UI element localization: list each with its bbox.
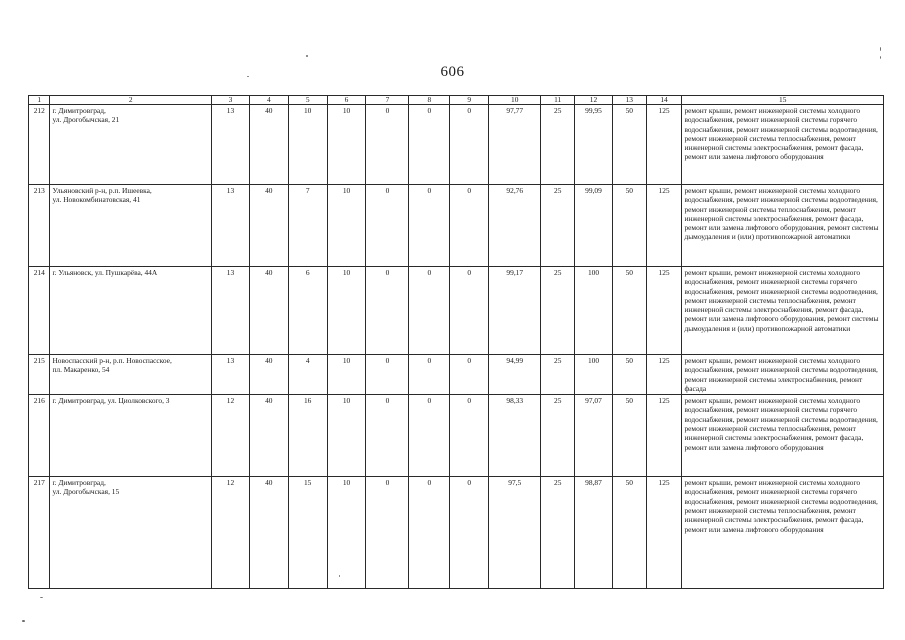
row-number-cell: 214 bbox=[29, 267, 50, 355]
value-cell: 50 bbox=[612, 395, 646, 477]
value-cell: 10 bbox=[327, 477, 366, 589]
page-number: 606 bbox=[440, 64, 465, 80]
value-cell: 13 bbox=[212, 185, 250, 267]
value-cell: 92,76 bbox=[489, 185, 541, 267]
value-cell: 0 bbox=[409, 355, 450, 395]
value-cell: 125 bbox=[646, 267, 682, 355]
value-cell: 13 bbox=[212, 267, 250, 355]
value-cell: 0 bbox=[366, 355, 409, 395]
row-number-cell: 216 bbox=[29, 395, 50, 477]
header-cell: 10 bbox=[489, 96, 541, 105]
works-list-cell: ремонт крыши, ремонт инженерной системы холодного водоснабжения, ремонт инженерной системы горячего водоснабжения, ремонт инженерной системы водоотведения, ремонт инженерной системы теплоснабжения, ремонт инженерной системы электроснабжения, ремонт фасада, ремонт или замена лифтового оборудования bbox=[682, 477, 884, 589]
value-cell: 0 bbox=[450, 105, 489, 185]
header-cell: 3 bbox=[212, 96, 250, 105]
header-cell: 2 bbox=[50, 96, 212, 105]
value-cell: 12 bbox=[212, 395, 250, 477]
value-cell: 0 bbox=[409, 477, 450, 589]
table-row bbox=[29, 105, 884, 185]
value-cell: 0 bbox=[450, 477, 489, 589]
table-row bbox=[29, 185, 884, 267]
table-row bbox=[29, 477, 884, 589]
works-list-cell: ремонт крыши, ремонт инженерной системы холодного водоснабжения, ремонт инженерной системы водоотведения, ремонт инженерной системы теплоснабжения, ремонт инженерной системы электроснабжения, ремонт фасада, ремонт или замена лифтового оборудования, ремонт системы дымоудаления и (или) противопожарной автоматики bbox=[682, 185, 884, 267]
address-cell: г. Димитровград, ул. Дрогобычская, 15 bbox=[50, 477, 212, 589]
header-cell: 13 bbox=[612, 96, 646, 105]
address-cell: г. Димитровград, ул. Циолковского, 3 bbox=[50, 395, 212, 477]
value-cell: 97,5 bbox=[489, 477, 541, 589]
row-number-cell: 215 bbox=[29, 355, 50, 395]
scan-speck bbox=[880, 47, 881, 51]
value-cell: 6 bbox=[288, 267, 327, 355]
value-cell: 100 bbox=[575, 267, 613, 355]
value-cell: 99,17 bbox=[489, 267, 541, 355]
value-cell: 25 bbox=[541, 395, 575, 477]
value-cell: 125 bbox=[646, 105, 682, 185]
works-table bbox=[28, 95, 884, 589]
value-cell: 0 bbox=[366, 185, 409, 267]
value-cell: 0 bbox=[366, 267, 409, 355]
value-cell: 50 bbox=[612, 355, 646, 395]
value-cell: 13 bbox=[212, 355, 250, 395]
header-row bbox=[29, 96, 884, 105]
value-cell: 40 bbox=[249, 267, 288, 355]
header-cell: 5 bbox=[288, 96, 327, 105]
value-cell: 15 bbox=[288, 477, 327, 589]
works-list-cell: ремонт крыши, ремонт инженерной системы холодного водоснабжения, ремонт инженерной системы водоотведения, ремонт инженерной системы электроснабжения, ремонт фасада bbox=[682, 355, 884, 395]
value-cell: 10 bbox=[327, 105, 366, 185]
header-cell: 8 bbox=[409, 96, 450, 105]
table-row bbox=[29, 355, 884, 395]
header-cell: 7 bbox=[366, 96, 409, 105]
header-cell: 15 bbox=[682, 96, 884, 105]
scan-speck bbox=[247, 76, 249, 77]
value-cell: 10 bbox=[327, 185, 366, 267]
value-cell: 0 bbox=[409, 105, 450, 185]
value-cell: 10 bbox=[327, 355, 366, 395]
value-cell: 98,87 bbox=[575, 477, 613, 589]
address-cell: г. Ульяновск, ул. Пушкарёва, 44А bbox=[50, 267, 212, 355]
value-cell: 25 bbox=[541, 477, 575, 589]
value-cell: 13 bbox=[212, 105, 250, 185]
value-cell: 10 bbox=[327, 267, 366, 355]
value-cell: 40 bbox=[249, 185, 288, 267]
value-cell: 99,09 bbox=[575, 185, 613, 267]
value-cell: 16 bbox=[288, 395, 327, 477]
header-cell: 6 bbox=[327, 96, 366, 105]
value-cell: 25 bbox=[541, 185, 575, 267]
works-list-cell: ремонт крыши, ремонт инженерной системы холодного водоснабжения, ремонт инженерной системы горячего водоснабжения, ремонт инженерной системы водоотведения, ремонт инженерной системы теплоснабжения, ремонт инженерной системы электроснабжения, ремонт фасада, ремонт или замена лифтового оборудования, ремонт системы дымоудаления и (или) противопожарной автоматики bbox=[682, 267, 884, 355]
value-cell: 125 bbox=[646, 355, 682, 395]
scan-speck bbox=[306, 55, 308, 57]
works-list-cell: ремонт крыши, ремонт инженерной системы холодного водоснабжения, ремонт инженерной системы горячего водоснабжения, ремонт инженерной системы водоотведения, ремонт инженерной системы теплоснабжения, ремонт инженерной системы электроснабжения, ремонт фасада, ремонт или замена лифтового оборудования bbox=[682, 105, 884, 185]
value-cell: 99,95 bbox=[575, 105, 613, 185]
value-cell: 50 bbox=[612, 477, 646, 589]
value-cell: 50 bbox=[612, 185, 646, 267]
table-row bbox=[29, 267, 884, 355]
value-cell: 0 bbox=[450, 355, 489, 395]
value-cell: 7 bbox=[288, 185, 327, 267]
value-cell: 25 bbox=[541, 355, 575, 395]
value-cell: 0 bbox=[366, 477, 409, 589]
value-cell: 40 bbox=[249, 105, 288, 185]
value-cell: 50 bbox=[612, 267, 646, 355]
header-cell: 14 bbox=[646, 96, 682, 105]
value-cell: 0 bbox=[450, 267, 489, 355]
value-cell: 40 bbox=[249, 395, 288, 477]
value-cell: 0 bbox=[366, 105, 409, 185]
value-cell: 100 bbox=[575, 355, 613, 395]
value-cell: 0 bbox=[366, 395, 409, 477]
value-cell: 98,33 bbox=[489, 395, 541, 477]
header-cell: 12 bbox=[575, 96, 613, 105]
header-cell: 9 bbox=[450, 96, 489, 105]
value-cell: 94,99 bbox=[489, 355, 541, 395]
value-cell: 40 bbox=[249, 477, 288, 589]
header-cell: 11 bbox=[541, 96, 575, 105]
value-cell: 125 bbox=[646, 395, 682, 477]
value-cell: 0 bbox=[409, 395, 450, 477]
value-cell: 4 bbox=[288, 355, 327, 395]
header-cell: 1 bbox=[29, 96, 50, 105]
scan-speck bbox=[880, 56, 881, 59]
value-cell: 0 bbox=[450, 185, 489, 267]
row-number-cell: 212 bbox=[29, 105, 50, 185]
works-list-cell: ремонт крыши, ремонт инженерной системы холодного водоснабжения, ремонт инженерной системы горячего водоснабжения, ремонт инженерной системы водоотведения, ремонт инженерной системы теплоснабжения, ремонт инженерной системы электроснабжения, ремонт фасада, ремонт или замена лифтового оборудования bbox=[682, 395, 884, 477]
value-cell: 125 bbox=[646, 185, 682, 267]
value-cell: 0 bbox=[450, 395, 489, 477]
value-cell: 0 bbox=[409, 267, 450, 355]
value-cell: 125 bbox=[646, 477, 682, 589]
address-cell: Новоспасский р-н, р.п. Новоспасское, пл. Макаренко, 54 bbox=[50, 355, 212, 395]
value-cell: 40 bbox=[249, 355, 288, 395]
table-row bbox=[29, 395, 884, 477]
value-cell: 50 bbox=[612, 105, 646, 185]
address-cell: г. Димитровград, ул. Дрогобычская, 21 bbox=[50, 105, 212, 185]
value-cell: 12 bbox=[212, 477, 250, 589]
scan-speck bbox=[22, 620, 25, 622]
row-number-cell: 217 bbox=[29, 477, 50, 589]
value-cell: 25 bbox=[541, 267, 575, 355]
scan-speck bbox=[40, 597, 43, 598]
value-cell: 97,77 bbox=[489, 105, 541, 185]
value-cell: 97,07 bbox=[575, 395, 613, 477]
value-cell: 10 bbox=[327, 395, 366, 477]
row-number-cell: 213 bbox=[29, 185, 50, 267]
scan-speck bbox=[339, 575, 340, 577]
header-cell: 4 bbox=[249, 96, 288, 105]
address-cell: Ульяновский р-н, р.п. Ишеевка, ул. Новокомбинатовская, 41 bbox=[50, 185, 212, 267]
value-cell: 0 bbox=[409, 185, 450, 267]
value-cell: 10 bbox=[288, 105, 327, 185]
value-cell: 25 bbox=[541, 105, 575, 185]
